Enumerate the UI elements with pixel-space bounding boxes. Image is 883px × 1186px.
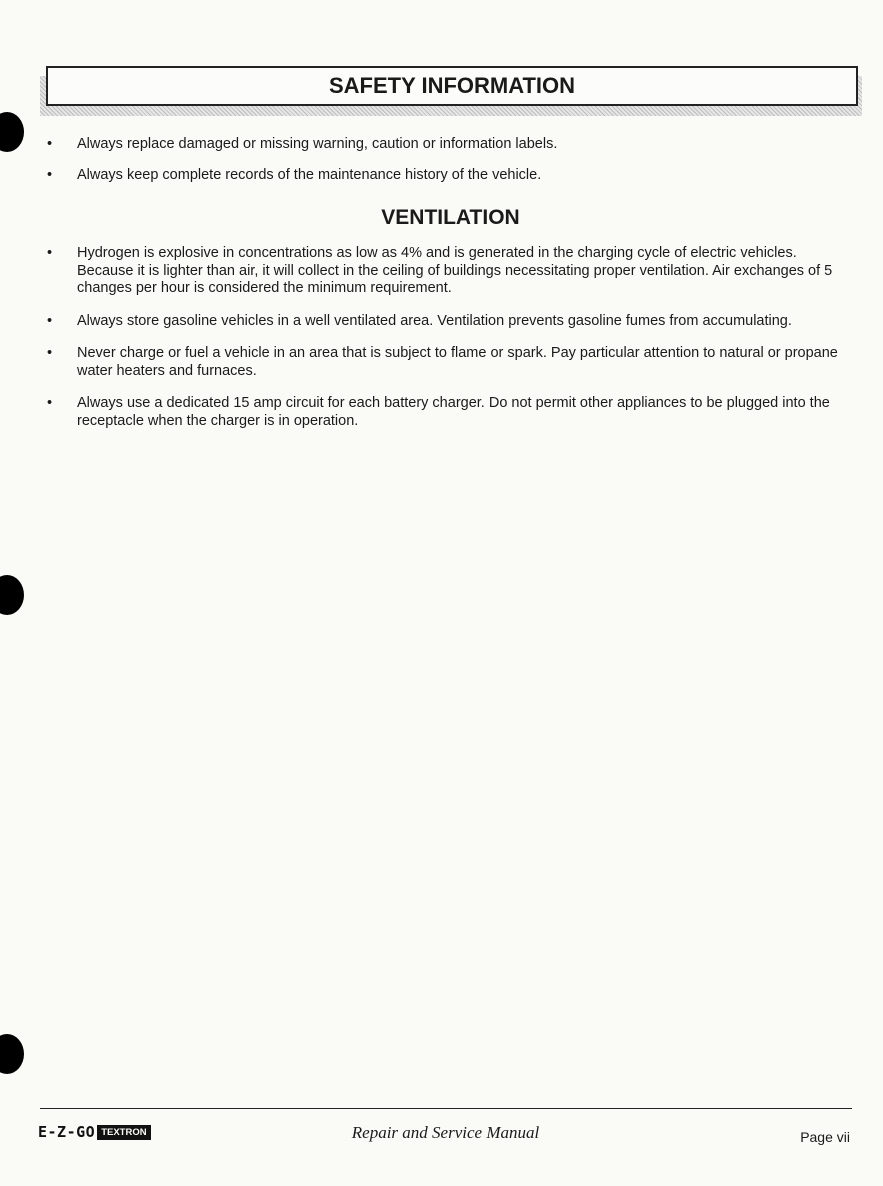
manual-title: Repair and Service Manual xyxy=(351,1123,540,1142)
section-heading-ventilation: VENTILATION xyxy=(381,206,520,229)
bullet-icon: • xyxy=(47,245,53,261)
binder-hole xyxy=(0,112,24,152)
list-item-text: Hydrogen is explosive in concentrations as low as 4% and is generated in the charging cycle of electric vehicles. Because it is lighter than air, it will collect in the ceiling of buildings necessitating proper ventilation. Air exchanges of 5 changes per hour is considered the minimum requirement. xyxy=(77,245,833,296)
list-item xyxy=(40,313,852,331)
bullet-icon: • xyxy=(47,395,53,411)
bullet-icon: • xyxy=(47,136,53,152)
title-banner xyxy=(46,66,858,106)
bullet-icon: • xyxy=(47,166,53,183)
safety-bullet-list xyxy=(40,136,852,184)
ventilation-bullet-list xyxy=(40,245,852,430)
logo-brand: E-Z-GO xyxy=(38,1123,96,1141)
list-item-text: Always use a dedicated 15 amp circuit for each battery charger. Do not permit other appliances to be plugged into the receptacle when the charger is in operation. xyxy=(77,395,830,429)
bullet-icon: • xyxy=(47,345,53,361)
bullet-icon: • xyxy=(47,312,53,329)
list-item-text: Always replace damaged or missing warning, caution or information labels. xyxy=(77,136,558,152)
list-item xyxy=(40,136,852,154)
list-item-text: Always store gasoline vehicles in a well ventilated area. Ventilation prevents gasoline fumes from accumulating. xyxy=(77,312,792,329)
binder-hole xyxy=(0,1034,24,1074)
list-item-text: Always keep complete records of the maintenance history of the vehicle. xyxy=(77,166,542,183)
page-number: Page vii xyxy=(800,1129,850,1145)
list-item xyxy=(40,245,852,298)
list-item xyxy=(40,167,852,185)
page-title: SAFETY INFORMATION xyxy=(328,73,576,98)
logo-tag: TEXTRON xyxy=(97,1125,150,1140)
footer-divider xyxy=(40,1108,852,1109)
list-item xyxy=(40,395,852,430)
list-item-text: Never charge or fuel a vehicle in an area that is subject to flame or spark. Pay particular attention to natural or propane water heaters and furnaces. xyxy=(77,345,838,379)
list-item xyxy=(40,345,852,380)
binder-hole xyxy=(0,575,24,615)
